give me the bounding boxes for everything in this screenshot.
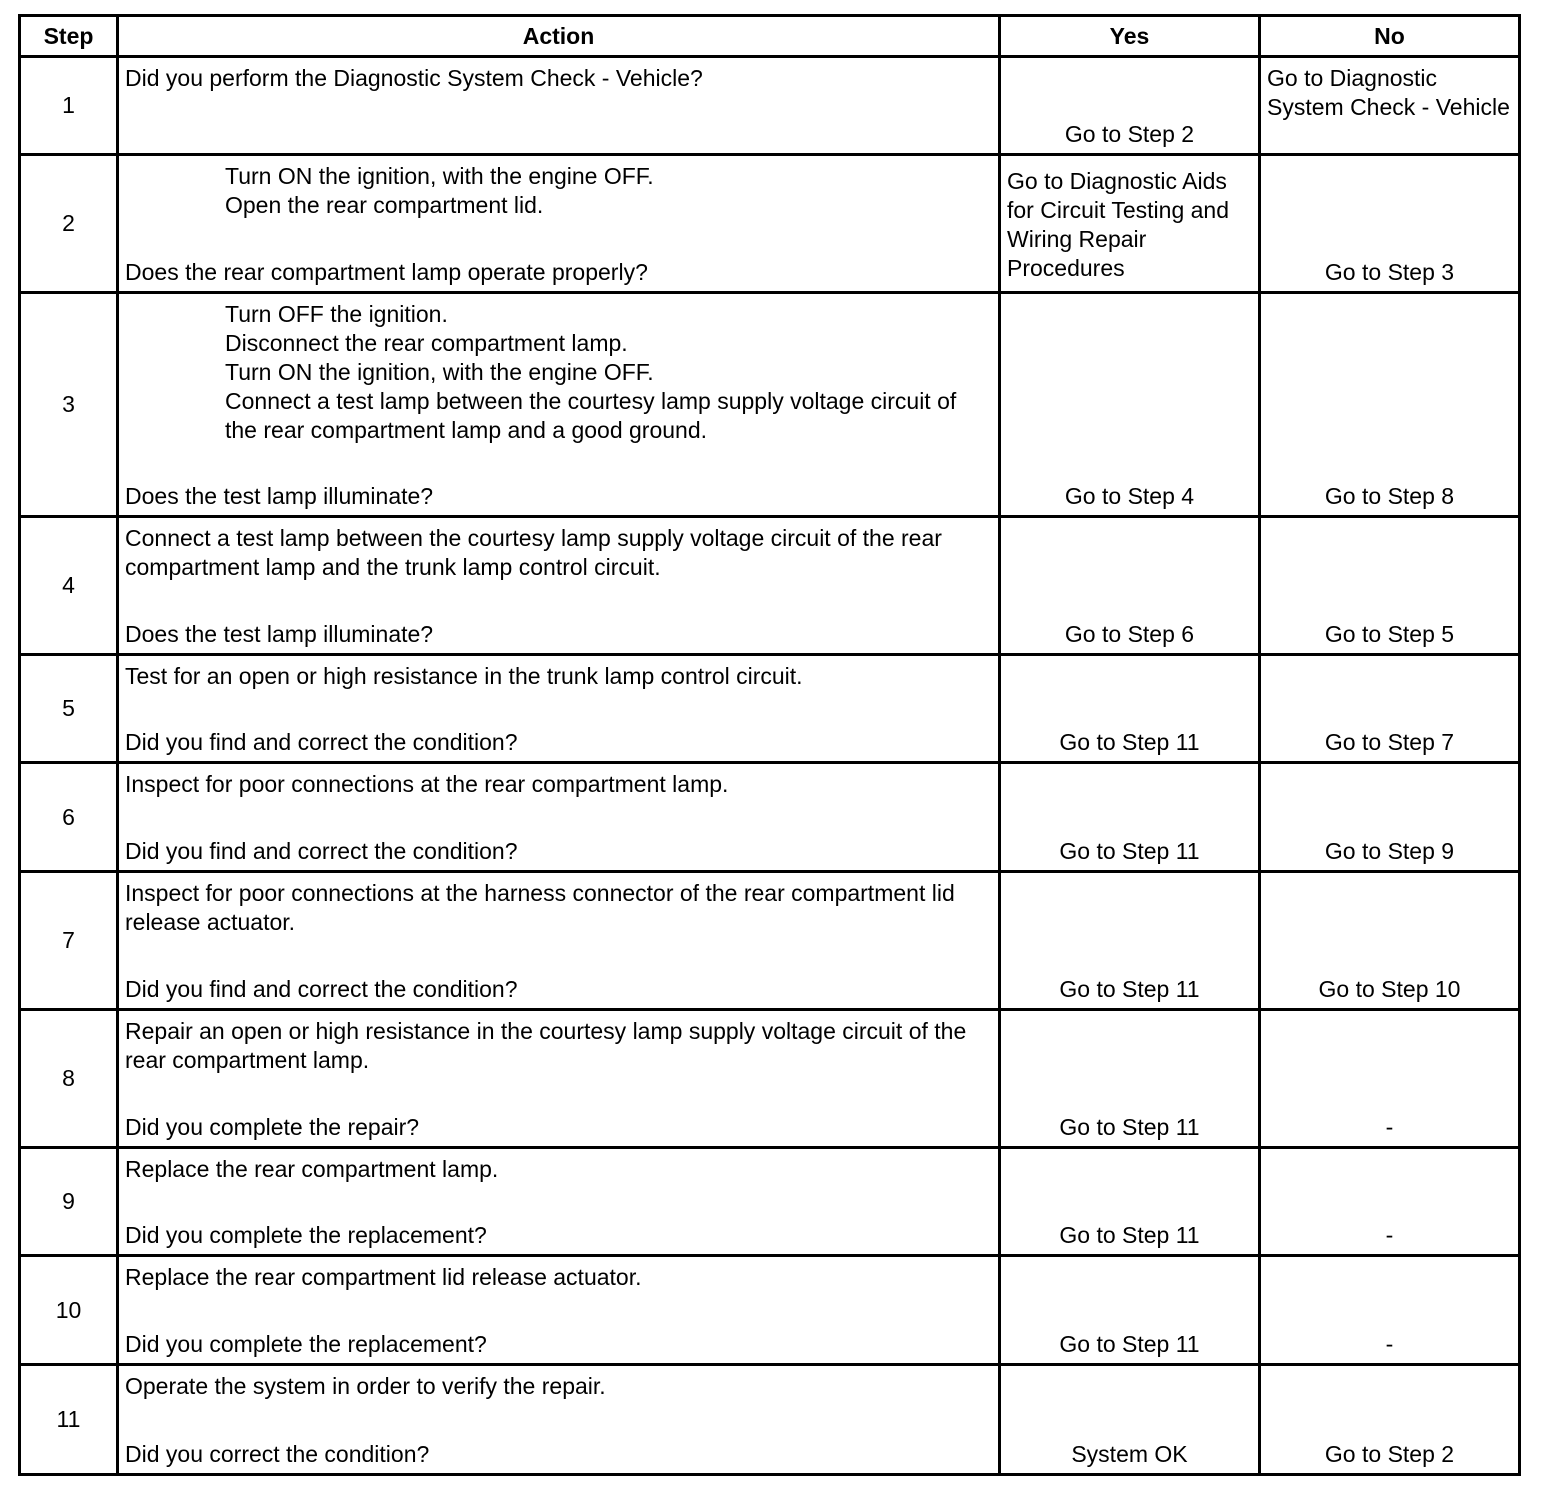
action-line: Connect a test lamp between the courtesy lamp supply voltage circuit of the rear compartment lamp and the trunk lamp control circuit. [125,524,942,580]
no-result-text: Go to Step 10 [1318,975,1461,1002]
yes-result-text: Go to Step 11 [1059,975,1200,1002]
action-cell [118,1256,1000,1364]
yes-result [1000,293,1260,516]
no-result [1260,516,1520,654]
action-line: Turn OFF the ignition. [225,301,448,328]
yes-result-text: Go to Step 11 [1059,729,1200,756]
step-number: 10 [20,1256,118,1364]
table-row [20,293,1520,516]
table-row [20,1009,1520,1147]
no-result [1260,1256,1520,1364]
no-result [1260,655,1520,763]
table-row [20,1148,1520,1256]
action-cell [118,1364,1000,1474]
yes-result [1000,1148,1260,1256]
no-result [1260,871,1520,1009]
action-line: Replace the rear compartment lamp. [125,1156,499,1183]
step-number: 4 [20,516,118,654]
no-result-text: - [1385,1330,1394,1357]
action-line: Turn ON the ignition, with the engine OFF. [225,359,654,386]
action-line: Did you perform the Diagnostic System Check - Vehicle? [125,65,703,91]
header-row [20,16,1520,57]
action-question: Did you find and correct the condition? [125,975,518,1002]
yes-result-text: Go to Step 6 [1064,621,1195,648]
action-line: Replace the rear compartment lid release actuator. [125,1264,642,1291]
action-question: Does the rear compartment lamp operate properly? [125,259,648,286]
action-question: Did you complete the replacement? [125,1222,487,1249]
yes-result [1000,1364,1260,1474]
action-question: Did you complete the replacement? [125,1330,487,1357]
action-line: Inspect for poor connections at the rear compartment lamp. [125,771,729,798]
table-row [20,155,1520,293]
action-line: Inspect for poor connections at the harness connector of the rear compartment lid release actuator. [125,879,955,935]
action-question: Does the test lamp illuminate? [125,482,434,509]
yes-result [1000,155,1260,293]
yes-result-text: Go to Step 2 [1064,121,1195,148]
no-result [1260,293,1520,516]
table-row [20,57,1520,155]
no-result-text: Go to Step 5 [1324,621,1455,648]
action-line: Disconnect the rear compartment lamp. [225,330,628,357]
action-cell [118,516,1000,654]
no-result-text: - [1385,1222,1394,1249]
table-row [20,1364,1520,1474]
no-result-text: Go to Step 7 [1324,729,1455,756]
no-result [1260,1148,1520,1256]
yes-result-text: Go to Step 11 [1059,1114,1200,1141]
table-row [20,1256,1520,1364]
action-line: Connect a test lamp between the courtesy lamp supply voltage circuit of the rear compartment lamp and a good ground. [225,388,957,444]
yes-result-text: Go to Diagnostic Aids for Circuit Testing and Wiring Repair Procedures [1007,167,1230,281]
header-step: Step [20,16,118,57]
action-cell [118,1148,1000,1256]
yes-result [1000,871,1260,1009]
header-no: No [1260,16,1520,57]
yes-result-text: Go to Step 11 [1059,837,1200,864]
action-cell [118,1009,1000,1147]
table-row [20,655,1520,763]
action-cell [118,155,1000,293]
diagnostic-table [18,14,1521,1476]
no-result [1260,155,1520,293]
step-number: 6 [20,763,118,871]
yes-result-text: System OK [1071,1441,1188,1467]
action-line: Turn ON the ignition, with the engine OFF. [225,163,654,190]
step-number: 2 [20,155,118,293]
step-number: 5 [20,655,118,763]
action-line: Test for an open or high resistance in the trunk lamp control circuit. [125,663,803,690]
step-number: 7 [20,871,118,1009]
no-result [1260,1364,1520,1474]
yes-result-text: Go to Step 4 [1064,482,1195,509]
no-result [1260,57,1520,155]
action-question: Did you find and correct the condition? [125,729,518,756]
yes-result [1000,1256,1260,1364]
step-number: 1 [20,57,118,155]
step-number: 11 [20,1364,118,1474]
table-row [20,871,1520,1009]
action-cell [118,57,1000,155]
yes-result [1000,516,1260,654]
step-number: 9 [20,1148,118,1256]
step-number: 3 [20,293,118,516]
no-result [1260,763,1520,871]
yes-result [1000,763,1260,871]
header-action: Action [118,16,1000,57]
action-question: Does the test lamp illuminate? [125,621,434,648]
yes-result [1000,655,1260,763]
table-row [20,516,1520,654]
no-result-text: Go to Step 3 [1324,259,1455,286]
no-result-text: Go to Diagnostic System Check - Vehicle [1267,65,1510,120]
action-question: Did you find and correct the condition? [125,837,518,864]
table-row [20,763,1520,871]
action-line: Open the rear compartment lid. [225,192,544,219]
action-question: Did you complete the repair? [125,1114,420,1141]
no-result-text: Go to Step 9 [1324,837,1455,864]
no-result-text: - [1385,1114,1394,1141]
action-question: Did you correct the condition? [125,1441,430,1467]
action-cell [118,871,1000,1009]
action-cell [118,655,1000,763]
yes-result [1000,1009,1260,1147]
header-yes: Yes [1000,16,1260,57]
action-cell [118,763,1000,871]
yes-result-text: Go to Step 11 [1059,1330,1200,1357]
no-result-text: Go to Step 8 [1324,482,1455,509]
no-result [1260,1009,1520,1147]
action-cell [118,293,1000,516]
no-result-text: Go to Step 2 [1324,1441,1455,1467]
action-line: Operate the system in order to verify the repair. [125,1372,606,1399]
yes-result [1000,57,1260,155]
action-line: Repair an open or high resistance in the courtesy lamp supply voltage circuit of the rear compartment lamp. [125,1017,967,1073]
yes-result-text: Go to Step 11 [1059,1222,1200,1249]
step-number: 8 [20,1009,118,1147]
